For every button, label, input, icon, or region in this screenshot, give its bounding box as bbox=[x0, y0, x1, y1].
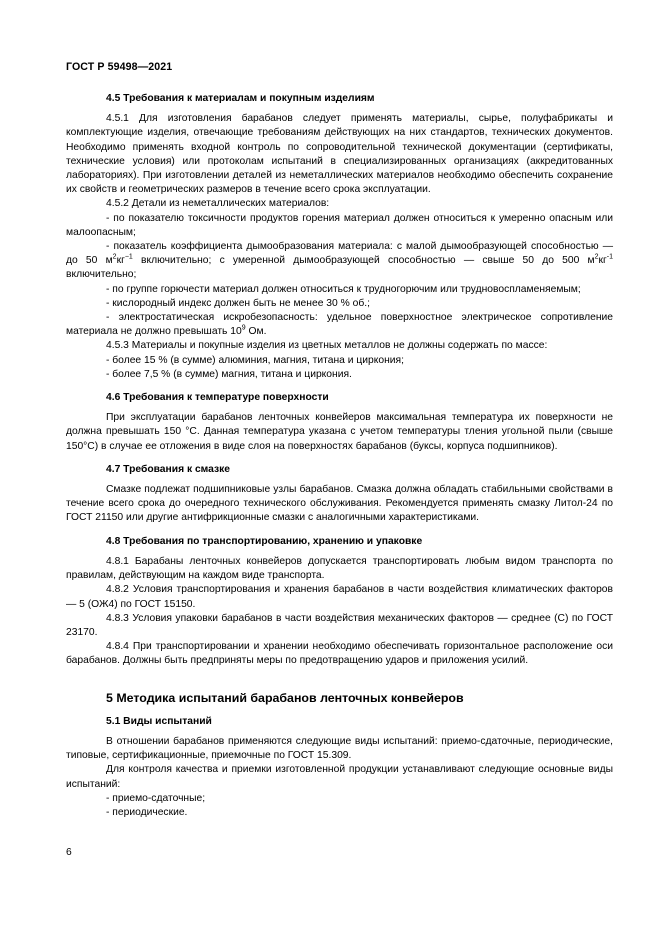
document-code-header: ГОСТ Р 59498—2021 bbox=[66, 61, 173, 73]
list-item: - более 15 % (в сумме) алюминия, магния, титана и циркония; bbox=[106, 354, 404, 366]
document-body bbox=[66, 92, 613, 820]
paragraph: 4.8.4 При транспортировании и хранении необходимо обеспечивать горизонтальное расположение оси барабанов. Должны быть предприняты меры по предотвращению ударов и приложения усилий. bbox=[66, 641, 613, 667]
list-item: - по показателю токсичности продуктов горения материал должен относиться к умеренно опасным или малоопасным; bbox=[66, 212, 613, 238]
section-4-5-title: 4.5 Требования к материалам и покупным изделиям bbox=[106, 93, 375, 104]
list-item: - по группе горючести материал должен относиться к трудногорючим или трудновоспламеняемым; bbox=[106, 283, 581, 295]
section-4-8-title: 4.8 Требования по транспортированию, хранению и упаковке bbox=[106, 535, 423, 547]
section-4-7-title: 4.7 Требования к смазке bbox=[106, 463, 231, 475]
list-item: - кислородный индекс должен быть не менее 30 % об.; bbox=[106, 297, 370, 309]
list-item: - периодические. bbox=[106, 806, 188, 818]
section-4-6-title: 4.6 Требования к температуре поверхности bbox=[106, 392, 329, 404]
list-item: - показатель коэффициента дымообразования материала: с малой дымообразующей способностью — до 50 $м^2кг^{-1}$ включительно; с умеренной дымообразующей способностью — свыше 50 до 500 $м^2кг^{-1}$ включительно; bbox=[66, 241, 613, 281]
list-item: - более 7,5 % (в сумме) магния, титана и циркония. bbox=[106, 368, 352, 380]
paragraph: При эксплуатации барабанов ленточных конвейеров максимальная температура их поверхности не должна превышать 150 °С. Данная температура указана с учетом температуры тления угольной пыли (свыше 150°С) в случае ее отложения в виде слоя на поверхностях барабанов (буксы, корпуса подшипников). bbox=[66, 412, 613, 452]
paragraph: 4.8.1 Барабаны ленточных конвейеров допускается транспортировать любым видом транспорта по правилам, действующим на каждом виде транспорта. bbox=[66, 555, 613, 582]
section-5-title: 5 Методика испытаний барабанов ленточных конвейеров bbox=[106, 690, 464, 705]
list-item: - электростатическая искробезопасность: удельное поверхностное электрическое сопротивление материала не должно превышать $10^9$ Ом. bbox=[66, 312, 613, 338]
paragraph: Для контроля качества и приемки изготовленной продукции устанавливают следующие основные виды испытаний: bbox=[66, 764, 613, 790]
paragraph: 4.5.3 Материалы и покупные изделия из цветных металлов не должны содержать по массе: bbox=[106, 340, 548, 352]
paragraph: 4.5.2 Детали из неметаллических материалов: bbox=[106, 198, 330, 210]
list-item: - приемо-сдаточные; bbox=[106, 792, 206, 804]
section-5-1-title: 5.1 Виды испытаний bbox=[106, 715, 212, 727]
paragraph: В отношении барабанов применяются следующие виды испытаний: приемо-сдаточные, периодические, типовые, сертификационные, приемочные по ГОСТ 15.309. bbox=[66, 735, 613, 762]
paragraph: 4.8.3 Условия упаковки барабанов в части воздействия механических факторов — среднее (С) по ГОСТ 23170. bbox=[66, 612, 613, 638]
paragraph: 4.5.1 Для изготовления барабанов следует применять материалы, сырье, полуфабрикаты и комплектующие изделия, отвечающие требованиям действующих на них стандартов, технических документов. Необходимо применять входной контроль по сопроводительной технической документации (сертификаты, технические условия) или протоколам испытаний в специализированных организациях (аккредитованных лабораториях). При изготовлении деталей из неметаллических материалов необходимо обеспечить сохранение их свойств и геометрических размеров в течение всего срока эксплуатации. bbox=[66, 113, 613, 196]
page-number: 6 bbox=[66, 847, 72, 858]
paragraph: Смазке подлежат подшипниковые узлы барабанов. Смазка должна обладать стабильными свойствами в течение всего срока до очередного технического обслуживания. Рекомендуется применять смазку Литол-24 по ГОСТ 21150 или другие антифрикционные смазки с аналогичными характеристиками. bbox=[66, 484, 613, 524]
paragraph: 4.8.2 Условия транспортирования и хранения барабанов в части воздействия климатических факторов — 5 (ОЖ4) по ГОСТ 15150. bbox=[66, 584, 613, 610]
